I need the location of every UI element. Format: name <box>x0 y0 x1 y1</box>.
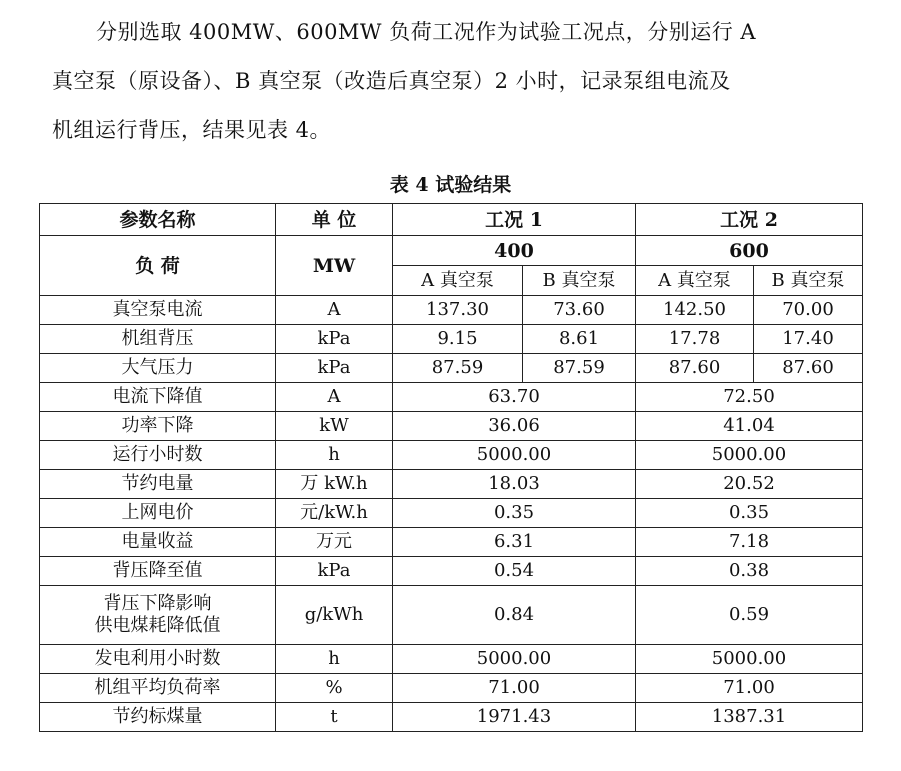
row-unit: 万元 <box>276 528 393 557</box>
row-unit: 元/kW.h <box>276 499 393 528</box>
row-unit: A <box>276 383 393 412</box>
row-name: 发电利用小时数 <box>40 645 276 674</box>
row-name: 节约标煤量 <box>40 703 276 732</box>
cell-value: 87.59 <box>523 354 636 383</box>
row-name-line: 背压下降影响 <box>103 593 212 614</box>
row-unit: kW <box>276 412 393 441</box>
row-name: 机组平均负荷率 <box>40 674 276 703</box>
cell-value: 9.15 <box>393 325 523 354</box>
cell-value: 71.00 <box>636 674 863 703</box>
paragraph-line: 真空泵（原设备）、B 真空泵（改造后真空泵）2 小时，记录泵组电流及 <box>52 69 731 93</box>
cell-value: 7.18 <box>636 528 863 557</box>
row-unit: t <box>276 703 393 732</box>
cell-value: 5000.00 <box>393 441 636 470</box>
paragraph-line: 分别选取 400MW、600MW 负荷工况作为试验工况点，分别运行 A <box>96 20 757 44</box>
cell-value: 87.60 <box>754 354 863 383</box>
row-name: 大气压力 <box>40 354 276 383</box>
cell-value: 1971.43 <box>393 703 636 732</box>
table-caption: 表 4 试验结果 <box>389 174 512 196</box>
header-load: 负 荷 <box>40 236 276 296</box>
row-name: 机组背压 <box>40 325 276 354</box>
row-unit: h <box>276 441 393 470</box>
cell-value: 0.35 <box>636 499 863 528</box>
table-row <box>40 412 863 441</box>
load-value-1: 400 <box>393 236 636 266</box>
cell-value: 0.38 <box>636 557 863 586</box>
cell-value: 0.35 <box>393 499 636 528</box>
header-param: 参数名称 <box>40 204 276 236</box>
cell-value: 8.61 <box>523 325 636 354</box>
row-unit: % <box>276 674 393 703</box>
header-unit: 单 位 <box>276 204 393 236</box>
header-condition-2: 工况 2 <box>636 204 863 236</box>
cell-value: 0.54 <box>393 557 636 586</box>
load-value-2: 600 <box>636 236 863 266</box>
table-row <box>40 296 863 325</box>
cell-value: 17.40 <box>754 325 863 354</box>
row-name: 运行小时数 <box>40 441 276 470</box>
cell-value: 71.00 <box>393 674 636 703</box>
table-row <box>40 325 863 354</box>
table-row <box>40 441 863 470</box>
row-unit: kPa <box>276 325 393 354</box>
row-name: 功率下降 <box>40 412 276 441</box>
cell-value: 36.06 <box>393 412 636 441</box>
row-name: 节约电量 <box>40 470 276 499</box>
row-unit: A <box>276 296 393 325</box>
row-name: 上网电价 <box>40 499 276 528</box>
pump-b-label: B 真空泵 <box>523 266 636 296</box>
table-row <box>40 674 863 703</box>
cell-value: 142.50 <box>636 296 754 325</box>
cell-value: 73.60 <box>523 296 636 325</box>
table-row <box>40 557 863 586</box>
row-name: 电流下降值 <box>40 383 276 412</box>
table-row <box>40 645 863 674</box>
load-row <box>40 236 863 266</box>
table-row <box>40 499 863 528</box>
cell-value: 137.30 <box>393 296 523 325</box>
results-table <box>39 203 863 732</box>
cell-value: 63.70 <box>393 383 636 412</box>
cell-value: 70.00 <box>754 296 863 325</box>
cell-value: 1387.31 <box>636 703 863 732</box>
table-row <box>40 528 863 557</box>
table-row <box>40 586 863 645</box>
header-row <box>40 204 863 236</box>
header-load-unit: MW <box>276 236 393 296</box>
row-name <box>40 586 276 645</box>
cell-value: 20.52 <box>636 470 863 499</box>
cell-value: 5000.00 <box>636 441 863 470</box>
cell-value: 5000.00 <box>636 645 863 674</box>
cell-value: 18.03 <box>393 470 636 499</box>
cell-value: 0.84 <box>393 586 636 645</box>
table-row <box>40 703 863 732</box>
row-unit: kPa <box>276 557 393 586</box>
cell-value: 5000.00 <box>393 645 636 674</box>
row-unit: 万 kW.h <box>276 470 393 499</box>
paragraph-line: 机组运行背压，结果见表 4。 <box>52 118 332 142</box>
table-row <box>40 470 863 499</box>
row-name: 真空泵电流 <box>40 296 276 325</box>
row-name: 电量收益 <box>40 528 276 557</box>
row-name: 背压降至值 <box>40 557 276 586</box>
pump-b-label: B 真空泵 <box>754 266 863 296</box>
row-unit: g/kWh <box>276 586 393 645</box>
cell-value: 6.31 <box>393 528 636 557</box>
cell-value: 87.59 <box>393 354 523 383</box>
cell-value: 72.50 <box>636 383 863 412</box>
intro-paragraph <box>52 8 872 155</box>
cell-value: 17.78 <box>636 325 754 354</box>
cell-value: 41.04 <box>636 412 863 441</box>
header-condition-1: 工况 1 <box>393 204 636 236</box>
table-row <box>40 354 863 383</box>
cell-value: 0.59 <box>636 586 863 645</box>
pump-a-label: A 真空泵 <box>393 266 523 296</box>
row-unit: h <box>276 645 393 674</box>
table-row <box>40 383 863 412</box>
cell-value: 87.60 <box>636 354 754 383</box>
row-unit: kPa <box>276 354 393 383</box>
row-name-line: 供电煤耗降低值 <box>94 615 221 636</box>
pump-a-label: A 真空泵 <box>636 266 754 296</box>
